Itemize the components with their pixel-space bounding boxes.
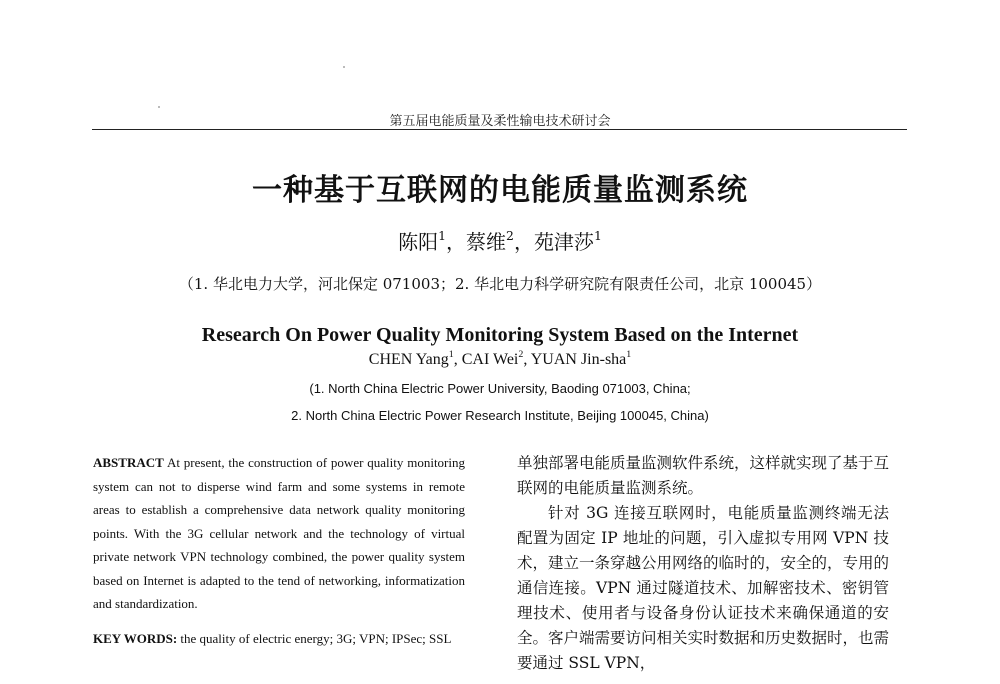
body-paragraph: 针对 3G 连接互联网时，电能质量监测终端无法配置为固定 IP 地址的问题，引入虚拟专用网 VPN 技术，建立一条穿越公用网络的临时的，安全的，专用的通信连接。VPN 通过隧道技术、加解密技术、密钥管理技术、使用者与设备身份认证技术来确保通道的安全。客户端需要访问相关实时数据和历史数据时，也需要通过 SSL VPN， [517, 504, 890, 672]
author-separator: , [523, 351, 531, 368]
authors-cn [0, 226, 1000, 255]
scan-speck [343, 66, 345, 68]
keywords [93, 627, 465, 651]
author-separator: ， [513, 230, 534, 254]
paper-title-en: Research On Power Quality Monitoring System Based on the Internet [201, 324, 799, 346]
keywords-heading: KEY WORDS: [93, 630, 178, 646]
author-separator: ， [446, 230, 467, 254]
authors-en [0, 348, 1000, 369]
right-column [517, 451, 889, 676]
author-name: YUAN Jin-sha [530, 351, 627, 368]
body-paragraph: 单独部署电能质量监测软件系统，这样就实现了基于互联网的电能质量监测系统。 [517, 454, 890, 497]
header-rule [92, 129, 907, 130]
abstract-text: At present, the construction of power quality monitoring system can not to disperse wind farm and some systems in remote areas to establish a comprehensive data network quality monitoring points. With the 3G cellular network and the technology of virtual private network VPN technology combined, the power quality system based on Internet is adapted to the tend of networking, informatization and standardization. [93, 455, 465, 611]
conference-header: 第五届电能质量及柔性输电技术研讨会 [389, 114, 611, 129]
paper-title-cn: 一种基于互联网的电能质量监测系统 [252, 173, 748, 208]
author-name: 陈阳 [398, 230, 439, 254]
author-name: 苑津莎 [533, 230, 594, 254]
author-name: CAI Wei [461, 351, 519, 368]
left-column [93, 451, 465, 650]
scan-speck [158, 106, 160, 108]
author-name: CHEN Yang [368, 351, 449, 368]
affiliation-mark: 1 [593, 228, 602, 244]
affiliation-cn: （1. 华北电力大学，河北保定 071003；2. 华北电力科学研究院有限责任公司，北京 100045） [178, 275, 822, 293]
keywords-text: the quality of electric energy; 3G; VPN; IPSec; SSL [180, 630, 452, 646]
abstract [93, 451, 465, 616]
affiliation-mark: 2 [518, 348, 524, 360]
affiliation-en-line2: 2. North China Electric Power Research Institute, Beijing 100045, China) [291, 408, 709, 423]
author-separator: , [453, 351, 462, 368]
affiliation-mark: 1 [626, 348, 632, 360]
affiliation-mark: 2 [506, 228, 514, 244]
author-name: 蔡维 [466, 230, 507, 254]
abstract-heading: ABSTRACT [93, 455, 164, 470]
affiliation-mark: 1 [438, 228, 447, 244]
affiliation-en-line1: (1. North China Electric Power University, Baoding 071003, China; [309, 381, 691, 396]
affiliation-mark: 1 [448, 348, 454, 360]
